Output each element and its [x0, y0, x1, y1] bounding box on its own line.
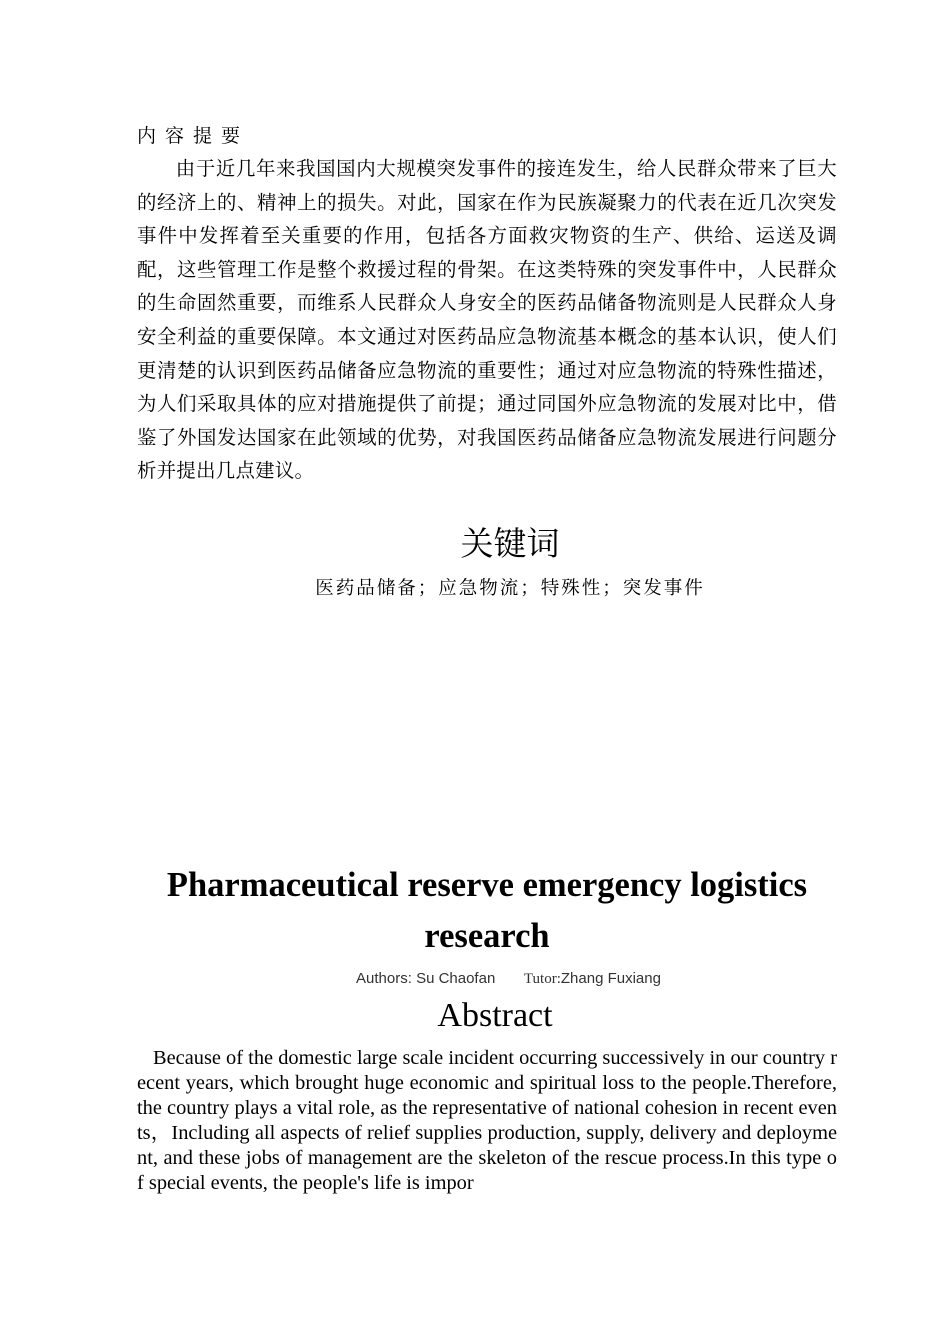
authors-line	[0, 967, 950, 990]
cn-abstract-heading: 内容提要	[137, 125, 250, 147]
cn-keywords-title: 关键词	[460, 524, 560, 563]
cn-abstract-body: 由于近几年来我国国内大规模突发事件的接连发生，给人民群众带来了巨大的经济上的、精神上的损失。对此，国家在作为民族凝聚力的代表在近几次突发事件中发挥着至关重要的作用，包括各方面救灾物资的生产、供给、运送及调配，这些管理工作是整个救援过程的骨架。在这类特殊的突发事件中，人民群众的生命固然重要，而维系人民群众人身安全的医药品储备物流则是人民群众人身安全利益的重要保障。本文通过对医药品应急物流基本概念的基本认识，使人们更清楚的认识到医药品储备应急物流的重要性；通过对应急物流的特殊性描述，为人们采取具体的应对措施提供了前提；通过同国外应急物流的发展对比中，借鉴了外国发达国家在此领域的优势，对我国医药品储备应急物流发展进行问题分析并提出几点建议。	[137, 157, 837, 483]
english-abstract-body: Because of the domestic large scale incident occurring successively in our country recent years, which brought huge economic and spiritual loss to the people.Therefore, the country plays a vital role, as the representative of national cohesion in recent events，Including all aspects of relief supplies production, supply, delivery and deployment, and these jobs of management are the skeleton of the rescue process.In this type of special events, the people's life is impor	[137, 1047, 837, 1194]
cn-keywords-list: 医药品储备；应急物流；特殊性；突发事件	[315, 578, 705, 599]
authors-label: Authors:	[356, 970, 417, 987]
authors-name: Su Chaofan	[416, 970, 496, 987]
english-title: Pharmaceutical reserve emergency logistics research	[166, 866, 808, 955]
english-abstract-title: Abstract	[437, 997, 553, 1034]
tutor-label: Tutor:	[523, 971, 561, 987]
tutor-name: Zhang Fuxiang	[560, 970, 661, 987]
